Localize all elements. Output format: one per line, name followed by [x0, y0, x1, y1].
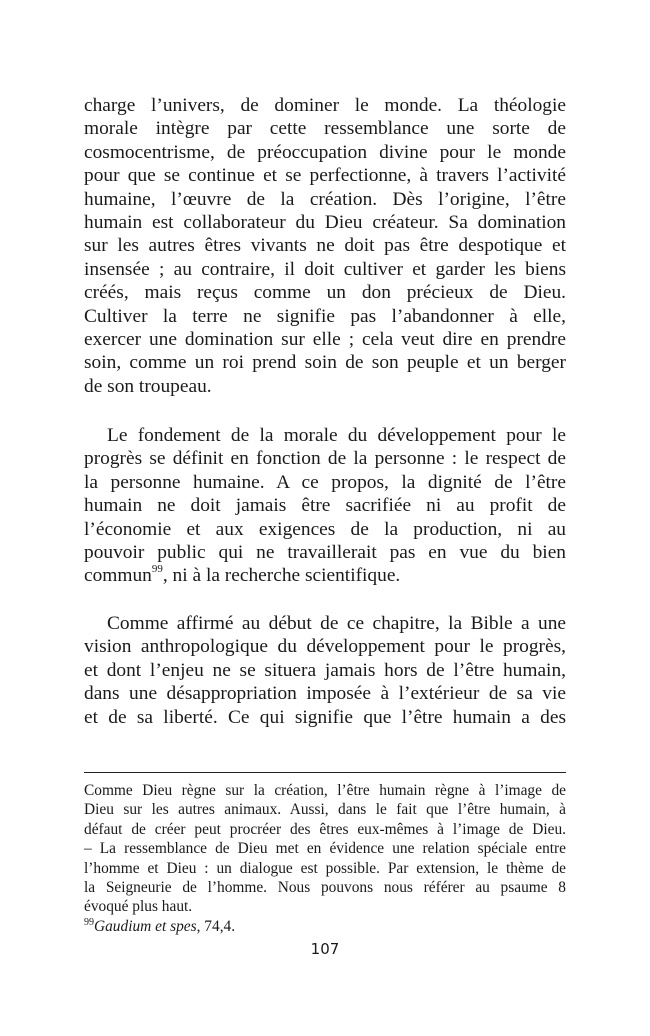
text-line: pour que se continue et se perfectionne, à travers l’activité [84, 165, 566, 187]
text-line: humain est collaborateur du Dieu créateur. Sa domination [84, 211, 566, 233]
text-line [84, 564, 566, 587]
text-line: sur les autres êtres vivants ne doit pas être despotique et [84, 235, 566, 257]
text-line: Comme affirmé au début de ce chapitre, la Bible a une [107, 613, 566, 634]
page-number: 107 [310, 940, 340, 958]
text-line: et dont l’enjeu ne se situera jamais hors de l’être humain, [84, 659, 566, 681]
text-line: charge l’univers, de dominer le monde. La théologie [84, 95, 566, 116]
footnote-line: défaut de créer peut procréer des êtres eux-mêmes à l’image de Dieu. [84, 820, 566, 838]
text-line: dans une désappropriation imposée à l’extérieur de sa vie [84, 683, 566, 705]
footnote-line: la Seigneurie de l’homme. Nous pouvons nous référer au psaume 8 [84, 878, 566, 896]
footnote-line: Comme Dieu règne sur la création, l’être humain règne à l’image de [84, 782, 566, 799]
footnote-99 [84, 917, 566, 936]
text-line: et de sa liberté. Ce qui signifie que l’être humain a des [84, 706, 566, 728]
main-text-p2 [84, 424, 566, 588]
text-line: vision anthropologique du développement pour le progrès, [84, 636, 566, 658]
text-line: exercer une domination sur elle ; cela veut dire en prendre [84, 328, 566, 350]
paragraph-1 [84, 94, 566, 398]
footnote-line: évoqué plus haut. [84, 898, 193, 916]
footnote-line: Dieu sur les autres animaux. Aussi, dans le fait que l’être humain, à [84, 801, 566, 819]
paragraph-3 [84, 612, 566, 729]
footnote-line: l’homme et Dieu : un dialogue est possible. Par extension, le thème de [84, 859, 566, 877]
text-line: pouvoir public qui ne travaillerait pas en vue du bien [84, 541, 566, 563]
text-line: progrès se définit en fonction de la personne : le respect de [84, 448, 566, 470]
text-line: de son troupeau. [84, 375, 212, 397]
text-line: créés, mais reçus comme un don précieux de Dieu. [84, 282, 566, 304]
text-line: humain ne doit jamais être sacrifiée ni au profit de [84, 495, 566, 517]
text-line: humaine, l’œuvre de la création. Dès l’origine, l’être [84, 188, 566, 210]
text-line: soin, comme un roi prend soin de son peuple et un berger [84, 352, 566, 374]
text-line: Le fondement de la morale du développement pour le [107, 425, 566, 446]
text-fragment: , ni à la recherche scientifique. [162, 565, 401, 587]
text-line: Cultiver la terre ne signifie pas l’abandonner à elle, [84, 305, 566, 327]
text-line: insensée ; au contraire, il doit cultiver et garder les biens [84, 258, 566, 280]
text-line: l’économie et aux exigences de la production, ni au [84, 518, 566, 540]
citation-location: , 74,4. [196, 917, 236, 935]
footnote-reference-99[interactable]: 99 [151, 563, 163, 576]
text-line: cosmocentrisme, de préoccupation divine pour le monde [84, 141, 566, 163]
footnotes [84, 781, 566, 936]
text-fragment: commun [84, 565, 152, 587]
text-line: morale intègre par cette ressemblance une sorte de [84, 118, 566, 140]
main-text [84, 94, 566, 398]
text-line: la personne humaine. A ce propos, la dignité de l’être [84, 471, 566, 493]
footnote-line [84, 917, 566, 936]
main-text-p3 [84, 612, 566, 729]
footnote-separator [84, 772, 566, 773]
footnote-marker: 99 [84, 916, 94, 928]
cited-work-title: Gaudium et spes [94, 917, 197, 935]
footnote-continued [84, 781, 566, 917]
paragraph-2 [84, 424, 566, 588]
footnote-line: – La ressemblance de Dieu met en évidence une relation spéciale entre [84, 840, 566, 858]
